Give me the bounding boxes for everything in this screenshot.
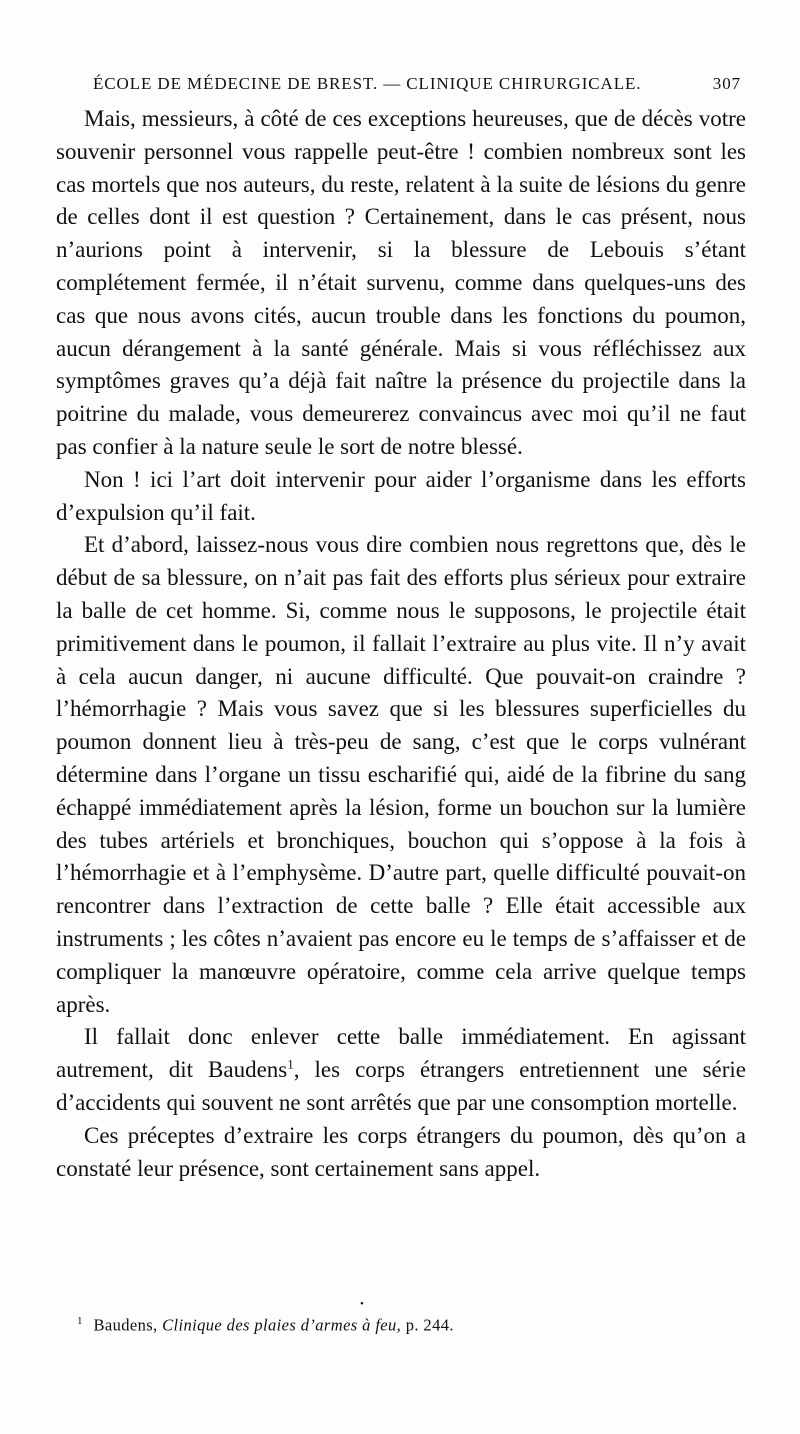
paragraph <box>56 464 746 530</box>
paragraph <box>56 1021 746 1119</box>
footnote-author: Baudens, <box>93 1315 158 1335</box>
body-text <box>56 103 746 1185</box>
footnote-work-title: Clinique des plaies d’armes à feu, <box>162 1315 402 1335</box>
running-head <box>93 74 741 102</box>
footnote <box>77 1315 737 1336</box>
paragraph-text: Mais, messieurs, à côté de ces exceptions heureuses, que de décès votre souvenir personnel vous rappelle peut-être ! combien nombreux sont les cas mortels que nos auteurs, du reste, relatent à la suite de lésions du genre de celles dont il est question ? Certainement, dans le cas présent, nous n’aurions point à intervenir, si la blessure de Lebouis s’étant complétement fermée, il n’était survenu, comme dans quelques-uns des cas que nous avons cités, aucun trouble dans les fonctions du poumon, aucun dérangement à la santé générale. Mais si vous réfléchissez aux symptômes graves qu’a déjà fait naître la présence du projectile dans la poitrine du malade, vous demeurerez convaincus avec moi qu’il ne faut pas confier à la nature seule le sort de notre blessé. <box>56 106 746 459</box>
footnote-number: 1 <box>77 1315 83 1327</box>
page-number: 307 <box>712 74 741 93</box>
paragraph-text: Il fallait donc enlever cette balle immédiatement. En agissant autrement, dit Baudens <box>56 1024 746 1083</box>
footnote-reference: 1 <box>287 1056 294 1072</box>
paragraph <box>56 529 746 1021</box>
paragraph-text: Et d’abord, laissez-nous vous dire combien nous regrettons que, dès le début de sa blessure, on n’ait pas fait des efforts plus sérieux pour extraire la balle de cet homme. Si, comme nous le supposons, le projectile était primitivement dans le poumon, il fallait l’extraire au plus vite. Il n’y avait à cela aucun danger, ni aucune difficulté. Que pouvait-on craindre ? l’hémorrhagie ? Mais vous savez que si les blessures superficielles du poumon donnent lieu à très-peu de sang, c’est que le corps vulnérant détermine dans l’organe un tissu escharifié qui, aidé de la fibrine du sang échappé immédiatement après la lésion, forme un bouchon sur la lumière des tubes artériels et bronchiques, bouchon qui s’oppose à la fois à l’hémorrhagie et à l’emphysème. D’autre part, quelle difficulté pouvait-on rencontrer dans l’extraction de cette balle ? Elle était accessible aux instruments ; les côtes n’avaient pas encore eu le temps de s’affaisser et de compliquer la manœuvre opératoire, comme cela arrive quelque temps après. <box>56 532 746 1017</box>
ornament-mark: • <box>360 1298 364 1310</box>
paragraph-text: Ces préceptes d’extraire les corps étrangers du poumon, dès qu’on a constaté leur présence, sont certainement sans appel. <box>56 1122 746 1181</box>
running-head-title: ÉCOLE DE MÉDECINE DE BREST. — CLINIQUE CHIRURGICALE. <box>93 74 642 93</box>
paragraph <box>56 1120 746 1186</box>
paragraph-text: , les corps étrangers entretiennent une série d’accidents qui souvent ne sont arrêtés que par une consomption mortelle. <box>56 1057 746 1115</box>
paragraph <box>56 103 746 464</box>
footnote-page-ref: p. 244. <box>405 1315 454 1335</box>
paragraph-text: Non ! ici l’art doit intervenir pour aider l’organisme dans les efforts d’expulsion qu’il fait. <box>56 466 746 525</box>
